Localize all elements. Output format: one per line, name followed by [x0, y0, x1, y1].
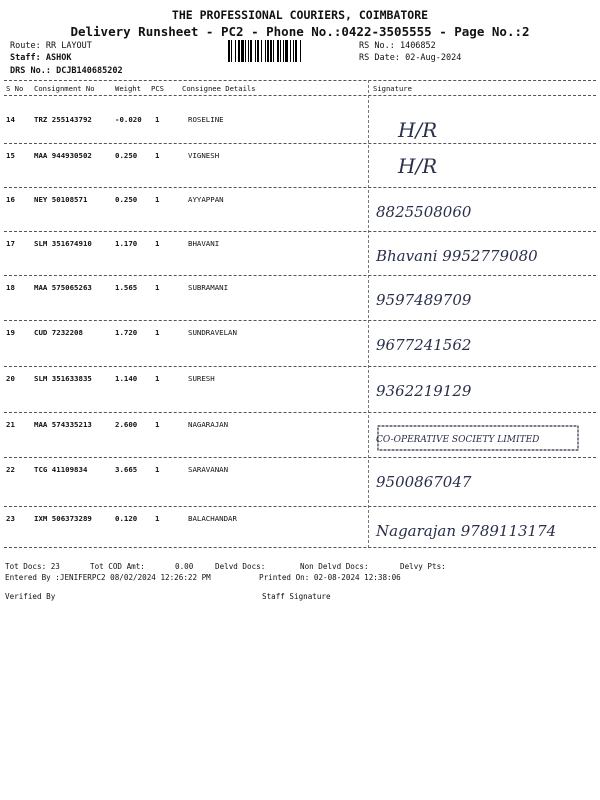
table-top-rule — [4, 80, 596, 81]
cell-consignee: SUNDRAVELAN — [188, 328, 237, 337]
cell-weight: 0.120 — [115, 514, 138, 523]
delvy-pts: Delvy Pts: — [400, 562, 446, 571]
col-header-pcs: PCS — [151, 84, 164, 93]
cell-consignment: CUD 7232208 — [34, 328, 83, 337]
row-separator — [4, 275, 596, 276]
cell-pcs: 1 — [155, 115, 160, 124]
printed-on-value: 02-08-2024 12:38:06 — [313, 573, 401, 582]
cell-pcs: 1 — [155, 374, 160, 383]
row-separator — [4, 412, 596, 413]
col-header-consignment: Consignment No — [34, 84, 95, 93]
cell-consignee: SARAVANAN — [188, 465, 229, 474]
cell-weight: 0.250 — [115, 195, 138, 204]
cell-consignment: TRZ 255143792 — [34, 115, 92, 124]
col-header-consignee: Consignee Details — [182, 84, 256, 93]
cell-consignee: AYYAPPAN — [188, 195, 224, 204]
cell-weight: 3.665 — [115, 465, 138, 474]
signature-handwriting: CO-OPERATIVE SOCIETY LIMITED — [376, 435, 540, 445]
signature-handwriting: H/R — [398, 154, 438, 178]
row-separator — [4, 187, 596, 188]
cell-pcs: 1 — [155, 239, 160, 248]
non-delvd-docs: Non Delvd Docs: — [300, 562, 369, 571]
cell-pcs: 1 — [155, 514, 160, 523]
cell-consignee: BALACHANDAR — [188, 514, 237, 523]
cell-sno: 22 — [6, 465, 15, 474]
runsheet-title: Delivery Runsheet - PC2 - Phone No.:0422-3505555 - Page No.:2 — [70, 24, 530, 39]
cell-sno: 23 — [6, 514, 15, 523]
cell-pcs: 1 — [155, 283, 160, 292]
table-header-rule — [4, 95, 596, 96]
cell-consignment: MAA 575065263 — [34, 283, 92, 292]
cell-consignment: MAA 944930502 — [34, 151, 92, 160]
cell-weight: 1.720 — [115, 328, 138, 337]
signature-image — [368, 279, 590, 319]
col-header-signature: Signature — [373, 84, 412, 93]
drs-line: DRS No.: DCJB140685202 — [10, 66, 123, 76]
cell-weight: 2.600 — [115, 420, 138, 429]
cell-sno: 18 — [6, 283, 15, 292]
cell-pcs: 1 — [155, 465, 160, 474]
tot-docs-value: 23 — [50, 562, 60, 571]
row-separator — [4, 231, 596, 232]
signature-image — [368, 461, 590, 501]
row-separator — [4, 320, 596, 321]
delvd-docs: Delvd Docs: — [215, 562, 266, 571]
signature-image — [368, 235, 590, 275]
cell-pcs: 1 — [155, 328, 160, 337]
cell-consignment: NEY 50108571 — [34, 195, 88, 204]
cell-consignment: TCG 41109834 — [34, 465, 88, 474]
col-header-sno: S No — [6, 84, 24, 93]
signature-image — [368, 370, 590, 410]
signature-handwriting: 8825508060 — [376, 203, 472, 221]
cell-consignee: VIGNESH — [188, 151, 220, 160]
cell-sno: 14 — [6, 115, 15, 124]
cell-weight: 1.565 — [115, 283, 138, 292]
signature-image — [368, 510, 590, 550]
staff-value: ASHOK — [45, 53, 72, 63]
row-separator — [4, 457, 596, 458]
signature-image — [368, 191, 590, 231]
staff-signature-label: Staff Signature — [262, 592, 331, 601]
cell-pcs: 1 — [155, 195, 160, 204]
rs-no-line: RS No.: 1406852 — [359, 41, 436, 51]
cell-sno: 16 — [6, 195, 15, 204]
route-value: RR LAYOUT — [45, 41, 92, 51]
cell-pcs: 1 — [155, 420, 160, 429]
rs-date-line: RS Date: 02-Aug-2024 — [359, 53, 462, 63]
entered-by-line: Entered By :JENIFERPC2 08/02/2024 12:26:22 PM — [5, 573, 211, 582]
cell-sno: 17 — [6, 239, 15, 248]
tot-cod-value: 0.00 — [175, 562, 194, 571]
cell-sno: 20 — [6, 374, 15, 383]
col-header-weight: Weight — [115, 84, 141, 93]
cell-consignment: MAA 574335213 — [34, 420, 92, 429]
row-separator — [4, 366, 596, 367]
cell-weight: 1.140 — [115, 374, 138, 383]
cell-consignment: SLM 351674910 — [34, 239, 92, 248]
signature-handwriting: 9677241562 — [376, 336, 472, 354]
entered-by-value: JENIFERPC2 08/02/2024 12:26:22 PM — [59, 573, 211, 582]
barcode — [228, 40, 352, 62]
company-name: THE PROFESSIONAL COURIERS, COIMBATORE — [171, 8, 429, 22]
totals-line: Tot Docs: 23 — [5, 562, 60, 571]
printed-on-line: Printed On: 02-08-2024 12:38:06 — [259, 573, 401, 582]
drs-value: DCJB140685202 — [56, 66, 123, 76]
signature-handwriting: Nagarajan 9789113174 — [376, 522, 557, 540]
cell-sno: 15 — [6, 151, 15, 160]
cell-consignee: NAGARAJAN — [188, 420, 229, 429]
signature-image — [368, 111, 590, 151]
signature-image — [368, 416, 590, 456]
cell-consignment: IXM 506373289 — [34, 514, 92, 523]
signature-handwriting: 9597489709 — [376, 291, 472, 309]
cell-weight: -0.020 — [115, 115, 142, 124]
signature-image — [368, 147, 590, 187]
signature-handwriting: 9500867047 — [376, 473, 472, 491]
rs-no-value: 1406852 — [399, 41, 436, 51]
cell-sno: 21 — [6, 420, 15, 429]
signature-handwriting: Bhavani 9952779080 — [376, 247, 538, 265]
cell-consignee: BHAVANI — [188, 239, 220, 248]
tot-cod: Tot COD Amt: — [90, 562, 145, 571]
cell-weight: 0.250 — [115, 151, 138, 160]
route-line: Route: RR LAYOUT — [10, 41, 92, 51]
cell-weight: 1.170 — [115, 239, 138, 248]
cell-consignee: ROSELINE — [188, 115, 224, 124]
signature-image — [368, 324, 590, 364]
cell-consignee: SURESH — [188, 374, 215, 383]
cell-consignee: SUBRAMANI — [188, 283, 229, 292]
signature-handwriting: 9362219129 — [376, 382, 472, 400]
row-separator — [4, 506, 596, 507]
rs-date-value: 02-Aug-2024 — [405, 53, 462, 63]
cell-consignment: SLM 351633835 — [34, 374, 92, 383]
verified-by-label: Verified By — [5, 592, 56, 601]
signature-handwriting: H/R — [398, 118, 438, 142]
staff-line: Staff: ASHOK — [10, 53, 72, 63]
cell-sno: 19 — [6, 328, 15, 337]
cell-pcs: 1 — [155, 151, 160, 160]
